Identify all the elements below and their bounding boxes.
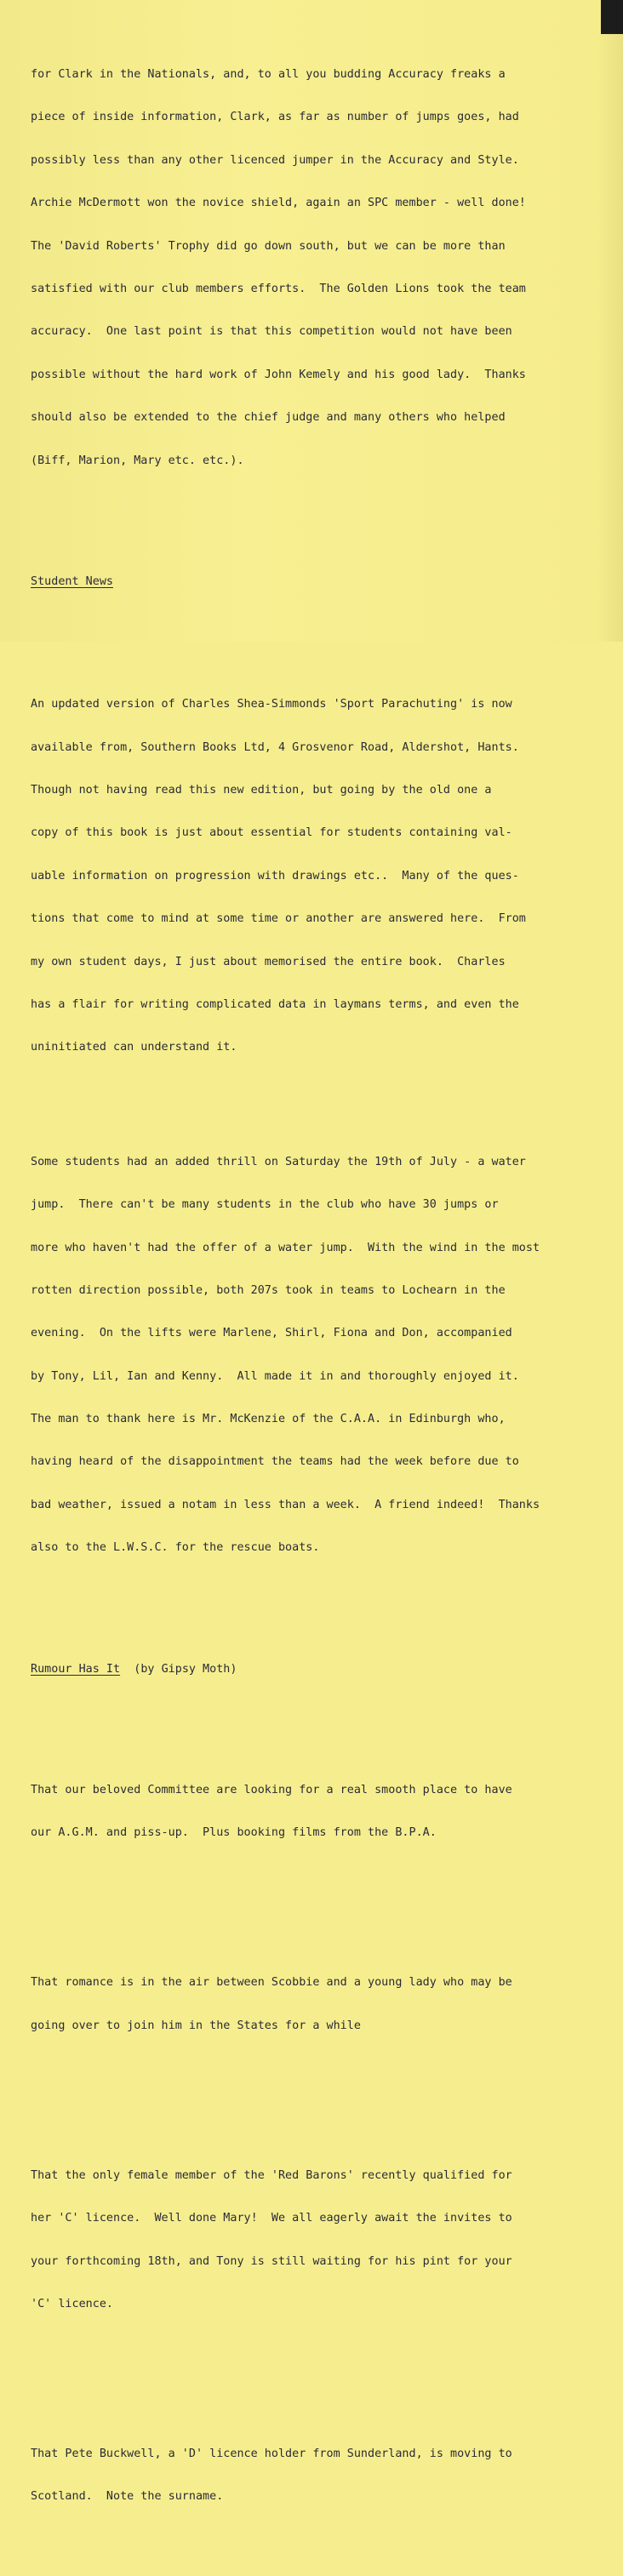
body-line: That the only female member of the 'Red Barons' recently qualified for — [31, 2168, 512, 2182]
body-line: uninitiated can understand it. — [31, 1041, 237, 1054]
spacer — [31, 2091, 601, 2098]
spacer — [31, 1627, 601, 1634]
body-line: Scotland. Note the surname. — [31, 2490, 224, 2504]
body-line: That romance is in the air between Scobbie and a young lady who may be — [31, 1976, 512, 1990]
rumour-item — [31, 2140, 601, 2340]
body-line: available from, Southern Books Ltd, 4 Grosvenor Road, Aldershot, Hants. — [31, 740, 519, 754]
intro-line: The 'David Roberts' Trophy did go down south, but we can be more than — [31, 239, 506, 253]
body-line: by Tony, Lil, Ian and Kenny. All made it in and thoroughly enjoyed it. — [31, 1369, 519, 1383]
rumour-item — [31, 1755, 601, 1869]
body-line: tions that come to mind at some time or another are answered here. From — [31, 912, 526, 926]
rumour-item — [31, 1948, 601, 2062]
intro-line: possible without the hard work of John Kemely and his good lady. Thanks — [31, 368, 526, 381]
rumour-byline: (by Gipsy Moth) — [120, 1662, 237, 1676]
intro-line: should also be extended to the chief judge and many others who helped — [31, 411, 506, 425]
body-line: That Pete Buckwell, a 'D' licence holder from Sunderland, is moving to — [31, 2447, 512, 2460]
body-line: 'C' licence. — [31, 2297, 113, 2310]
spacer — [31, 540, 601, 546]
spacer — [31, 2369, 601, 2376]
body-line: evening. On the lifts were Marlene, Shirl, Fiona and Don, accompanied — [31, 1327, 512, 1340]
spacer — [31, 1898, 601, 1905]
student-news-heading: Student News — [31, 574, 113, 588]
body-line: has a flair for writing complicated data in laymans terms, and even the — [31, 997, 519, 1011]
body-line: rotten direction possible, both 207s took in teams to Lochearn in the — [31, 1283, 506, 1297]
spacer — [31, 1705, 601, 1712]
body-line: uable information on progression with drawings etc.. Many of the ques- — [31, 869, 519, 882]
body-line: That our beloved Committee are looking for a real smooth place to have — [31, 1784, 512, 1797]
intro-paragraph — [31, 39, 601, 497]
student-news-paragraph-1 — [31, 670, 601, 1084]
intro-line: possibly less than any other licenced jumper in the Accuracy and Style. — [31, 153, 519, 167]
body-line: jump. There can't be many students in the club who have 30 jumps or — [31, 1198, 499, 1212]
student-news-paragraph-2 — [31, 1127, 601, 1585]
body-line: her 'C' licence. Well done Mary! We all eagerly await the invites to — [31, 2212, 512, 2225]
body-line: The man to thank here is Mr. McKenzie of the C.A.A. in Edinburgh who, — [31, 1413, 506, 1426]
page-text — [31, 0, 601, 2576]
body-line: copy of this book is just about essential for students containing val- — [31, 826, 512, 840]
body-line: Though not having read this new edition, but going by the old one a — [31, 784, 492, 797]
body-line: going over to join him in the States for a while — [31, 2019, 361, 2032]
body-line: our A.G.M. and piss-up. Plus booking films from the B.P.A. — [31, 1826, 437, 1840]
paper-shadow — [597, 34, 623, 642]
spacer — [31, 618, 601, 626]
body-line: An updated version of Charles Shea-Simmonds 'Sport Parachuting' is now — [31, 698, 512, 711]
body-line: my own student days, I just about memorised the entire book. Charles — [31, 955, 506, 968]
body-line: more who haven't had the offer of a water jump. With the wind in the most — [31, 1241, 540, 1254]
section-heading-line — [31, 1663, 601, 1677]
rumour-item — [31, 2419, 601, 2533]
body-line: Some students had an added thrill on Saturday the 19th of July - a water — [31, 1155, 526, 1168]
body-line: having heard of the disappointment the teams had the week before due to — [31, 1455, 519, 1469]
section-heading-line — [31, 575, 601, 590]
intro-line: satisfied with our club members efforts. The Golden Lions took the team — [31, 282, 526, 295]
intro-line: (Biff, Marion, Mary etc. etc.). — [31, 454, 244, 467]
intro-line: for Clark in the Nationals, and, to all you budding Accuracy freaks a — [31, 67, 506, 81]
body-line: your forthcoming 18th, and Tony is still waiting for his pint for your — [31, 2254, 512, 2268]
intro-line: accuracy. One last point is that this competition would not have been — [31, 325, 512, 339]
intro-line: piece of inside information, Clark, as far as number of jumps goes, had — [31, 111, 519, 124]
body-line: bad weather, issued a notam in less than a week. A friend indeed! Thanks — [31, 1498, 540, 1511]
intro-line: Archie McDermott won the novice shield, again an SPC member - well done! — [31, 197, 526, 210]
scan-edge — [601, 0, 623, 34]
body-line: also to the L.W.S.C. for the rescue boats. — [31, 1541, 320, 1555]
rumour-heading: Rumour Has It — [31, 1662, 121, 1676]
